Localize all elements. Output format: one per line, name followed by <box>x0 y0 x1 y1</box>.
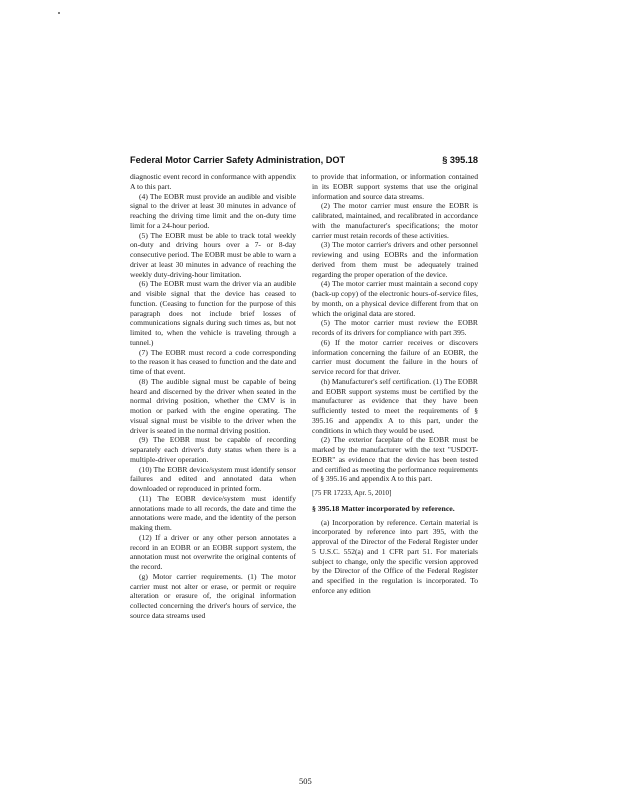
left-text-column <box>130 172 296 621</box>
paragraph: (7) The EOBR must record a code corresponding to the reason it has ceased to function and the date and time of that event. <box>130 347 296 376</box>
paragraph: (6) If the motor carrier receives or discovers information concerning the failure of an EOBR, the carrier must document the failure in the hours of service record for that driver. <box>312 337 478 376</box>
paragraph: (10) The EOBR device/system must identify sensor failures and edited and annotated data when downloaded or reproduced in printed form. <box>130 464 296 493</box>
section-heading: § 395.18 Matter incorporated by reference. <box>312 503 455 513</box>
paragraph: (g) Motor carrier requirements. (1) The motor carrier must not alter or erase, or permit or require alteration or erasure of, the original information collected concerning the driver's hours of service, the source data streams used <box>130 571 296 620</box>
running-head <box>130 155 478 167</box>
page-number: 505 <box>299 776 312 786</box>
paragraph: (3) The motor carrier's drivers and other personnel reviewing and using EOBRs and the information derived from them must be adequately trained regarding the proper operation of the device. <box>312 240 478 279</box>
paragraph: to provide that information, or information contained in its EOBR support systems that use the original information and source data streams. <box>312 172 478 201</box>
scan-speck <box>58 12 60 14</box>
paragraph: (a) Incorporation by reference. Certain material is incorporated by reference into part 395, with the approval of the Director of the Federal Register under 5 U.S.C. 552(a) and 1 CFR part 51. For materials subject to change, only the specific version approved by the Director of the Office of the Federal Register and specified in the regulation is incorporated. To enforce any edition <box>312 517 478 595</box>
paragraph: (8) The audible signal must be capable of being heard and discerned by the driver when seated in the normal driving position, whether the CMV is in motion or parked with the engine operating. The visual signal must be visible to the driver when the driver is seated in the normal driving position. <box>130 376 296 435</box>
paragraph: (12) If a driver or any other person annotates a record in an EOBR or an EOBR support system, the annotation must not overwrite the original contents of the record. <box>130 532 296 571</box>
paragraph: (9) The EOBR must be capable of recording separately each driver's duty status when there is a multiple-driver operation. <box>130 435 296 464</box>
page-header-title: Federal Motor Carrier Safety Administration, DOT <box>130 155 346 165</box>
paragraph: (5) The motor carrier must review the EOBR records of its drivers for compliance with part 395. <box>312 318 478 337</box>
paragraph: (4) The EOBR must provide an audible and visible signal to the driver at least 30 minutes in advance of reaching the driving time limit and the on-duty time limit for a 24-hour period. <box>130 191 296 230</box>
page-header-section: § 395.18 <box>442 155 478 165</box>
paragraph: (5) The EOBR must be able to track total weekly on-duty and driving hours over a 7- or 8-day consecutive period. The EOBR must be able to warn a driver at least 30 minutes in advance of reaching the weekly duty-driving-hour limitation. <box>130 230 296 279</box>
right-text-column <box>312 172 478 596</box>
paragraph: (h) Manufacturer's self certification. (1) The EOBR and EOBR support systems must be certified by the manufacturer as evidence that they have been sufficiently tested to meet the requirements of § 395.16 and appendix A to this part, under the conditions in which they would be used. <box>312 376 478 435</box>
paragraph: (6) The EOBR must warn the driver via an audible and visible signal that the device has ceased to function. (Ceasing to function for the purpose of this paragraph does not include brief losses of communications signals during such times as, but not limited to, when the vehicle is traveling through a tunnel.) <box>130 279 296 347</box>
paragraph: (2) The motor carrier must ensure the EOBR is calibrated, maintained, and recalibrated in accordance with the manufacturer's specifications; the motor carrier must retain records of these activities. <box>312 201 478 240</box>
paragraph: (4) The motor carrier must maintain a second copy (back-up copy) of the electronic hours-of-service files, by month, on a physical device different from that on which the original data are stored. <box>312 279 478 318</box>
paragraph: diagnostic event record in conformance with appendix A to this part. <box>130 172 296 191</box>
source-citation: [75 FR 17233, Apr. 5, 2010] <box>312 489 392 497</box>
paragraph: (2) The exterior faceplate of the EOBR must be marked by the manufacturer with the text "USDOT-EOBR" as evidence that the device has been tested and certified as meeting the performance requirements of § 395.16 and appendix A to this part. <box>312 435 478 484</box>
paragraph: (11) The EOBR device/system must identify annotations made to all records, the date and time the annotations were made, and the identity of the person making them. <box>130 493 296 532</box>
